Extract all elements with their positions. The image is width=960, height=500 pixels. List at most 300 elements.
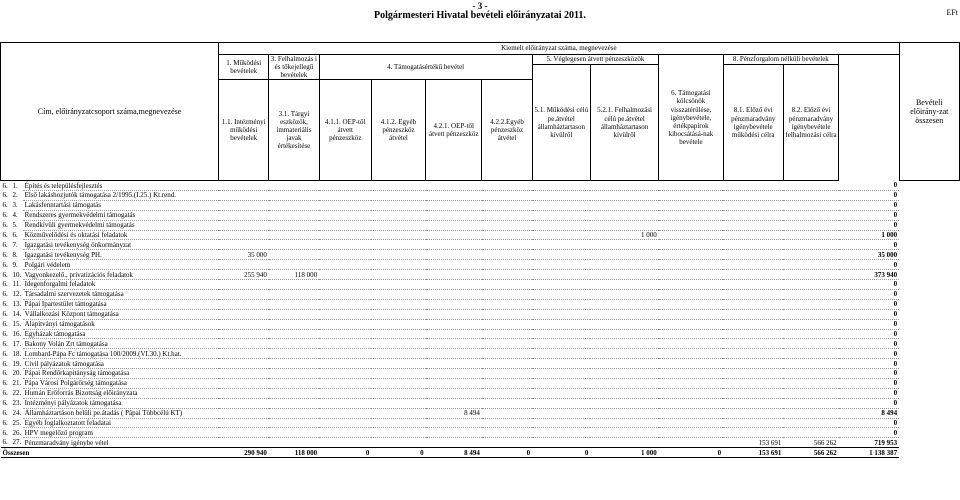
value-cell [723, 398, 783, 408]
value-cell [319, 418, 371, 428]
value-cell [269, 329, 319, 339]
col-5-header: 5. Véglegesen átvett pénzeszközök [532, 55, 659, 65]
value-cell [659, 299, 723, 309]
value-cell [723, 210, 783, 220]
value-cell [482, 220, 532, 230]
row-label: Lakásfenntartási támogatás [23, 200, 219, 210]
value-cell [723, 260, 783, 270]
value-cell [426, 369, 482, 379]
row-group-number: 6. [2, 191, 8, 200]
value-cell [482, 378, 532, 388]
col-8-header: 8. Pénzforgalom nélküli bevételek [723, 55, 839, 65]
value-cell [219, 349, 269, 359]
sum-row [1, 448, 960, 458]
value-cell [319, 359, 371, 369]
value-cell [783, 240, 838, 250]
row-label: Államháztartáson belüli pe.átadás ( Pápai Többcélú KT) [23, 408, 219, 418]
value-cell [659, 378, 723, 388]
value-cell [371, 220, 425, 230]
value-cell [319, 260, 371, 270]
value-cell [482, 428, 532, 438]
value-cell [783, 398, 838, 408]
row-total: 0 [839, 418, 899, 428]
value-cell [532, 250, 590, 260]
value-cell [269, 438, 319, 448]
value-cell [723, 329, 783, 339]
value-cell [590, 398, 658, 408]
value-cell [532, 329, 590, 339]
col-3-header: 3. Felhalmozás i és tőkejellegű bevételek [269, 55, 319, 80]
value-cell [269, 388, 319, 398]
sum-label: Összesen [1, 448, 219, 458]
sum-value-cell: 566 262 [783, 448, 838, 458]
col-5-1-header: 5.1. Működési célú pe.átvétel államháztartason kívülről [532, 65, 590, 181]
value-cell [783, 359, 838, 369]
value-cell [319, 329, 371, 339]
col-4-header: 4. Támogatásértékű bevétel [319, 55, 532, 80]
col-3-1-header: 3.1. Tárgyi eszközök, immateriális javak értékesítése [269, 80, 319, 181]
row-number: 17. [12, 339, 22, 348]
value-cell [659, 309, 723, 319]
value-cell [532, 280, 590, 290]
value-cell [269, 220, 319, 230]
value-cell [319, 408, 371, 418]
table-row [1, 309, 960, 319]
row-label: Civil pályázatok támogatása [23, 359, 219, 369]
value-cell [219, 388, 269, 398]
value-cell [426, 181, 482, 191]
row-label: Egyházak támogatása [23, 329, 219, 339]
value-cell [532, 378, 590, 388]
col-4-2-1-header: 4.2.1. OEP-től átvett pénzeszköz [426, 80, 482, 181]
row-number: 4. [12, 211, 18, 220]
value-cell [532, 230, 590, 240]
value-cell [590, 378, 658, 388]
table-row [1, 260, 960, 270]
page-title: Polgármesteri Hivatal bevételi előirányzatai 2011. [374, 10, 586, 21]
row-group-number: 6. [2, 270, 8, 279]
table-row [1, 359, 960, 369]
value-cell [590, 250, 658, 260]
row-total: 0 [839, 240, 899, 250]
value-cell [371, 240, 425, 250]
value-cell [219, 230, 269, 240]
value-cell [723, 299, 783, 309]
value-cell [269, 240, 319, 250]
row-label: Idegenforgalmi feladatok [23, 280, 219, 290]
row-group-number: 6. [2, 290, 8, 299]
value-cell [659, 359, 723, 369]
value-cell [426, 428, 482, 438]
row-number: 20. [12, 369, 22, 378]
value-cell [783, 349, 838, 359]
row-group-number: 6. [2, 260, 8, 269]
value-cell [532, 200, 590, 210]
value-cell [319, 369, 371, 379]
sum-value-cell: 0 [371, 448, 425, 458]
value-cell [783, 191, 838, 201]
table-row [1, 418, 960, 428]
value-cell [723, 349, 783, 359]
value-cell [371, 369, 425, 379]
value-cell [269, 418, 319, 428]
value-cell [219, 438, 269, 448]
row-group-number: 6. [2, 379, 8, 388]
value-cell [371, 408, 425, 418]
value-cell [783, 309, 838, 319]
value-cell [319, 289, 371, 299]
row-group-number: 6. [2, 428, 8, 437]
value-cell [659, 200, 723, 210]
row-group-number: 6. [2, 300, 8, 309]
value-cell [532, 181, 590, 191]
value-cell [482, 210, 532, 220]
row-total: 0 [839, 339, 899, 349]
row-label: Vállalkozási Központ támogatása [23, 309, 219, 319]
row-total: 35 000 [839, 250, 899, 260]
value-cell [590, 319, 658, 329]
row-total: 373 940 [839, 270, 899, 280]
value-cell [659, 329, 723, 339]
sum-value-cell: 0 [659, 448, 723, 458]
row-label: Lombard-Pápa Fc támogatása 100/2009.(VI.30.) Kt.hat. [23, 349, 219, 359]
value-cell [532, 388, 590, 398]
value-cell [219, 240, 269, 250]
value-cell [532, 349, 590, 359]
row-total: 0 [839, 359, 899, 369]
value-cell [590, 191, 658, 201]
value-cell [723, 280, 783, 290]
value-cell [783, 319, 838, 329]
value-cell [783, 369, 838, 379]
value-cell [723, 369, 783, 379]
value-cell [532, 309, 590, 319]
sum-value-cell: 0 [319, 448, 371, 458]
value-cell [723, 309, 783, 319]
table-row [1, 369, 960, 379]
table-row [1, 339, 960, 349]
row-group-number: 6. [2, 231, 8, 240]
value-cell [371, 230, 425, 240]
row-total: 0 [839, 210, 899, 220]
value-cell [426, 349, 482, 359]
value-cell [426, 280, 482, 290]
value-cell [319, 309, 371, 319]
table-body [1, 181, 960, 458]
value-cell [723, 250, 783, 260]
table-row [1, 210, 960, 220]
value-cell [219, 309, 269, 319]
table-row [1, 280, 960, 290]
value-cell [590, 220, 658, 230]
value-cell [532, 270, 590, 280]
value-cell [659, 428, 723, 438]
value-cell [319, 339, 371, 349]
value-cell [269, 309, 319, 319]
row-total: 0 [839, 329, 899, 339]
value-cell [319, 240, 371, 250]
value-cell [723, 378, 783, 388]
row-total: 0 [839, 280, 899, 290]
table-row [1, 428, 960, 438]
row-total: 0 [839, 398, 899, 408]
value-cell [319, 378, 371, 388]
value-cell [659, 210, 723, 220]
value-cell [783, 220, 838, 230]
value-cell [426, 418, 482, 428]
value-cell [426, 388, 482, 398]
row-number: 14. [12, 310, 22, 319]
value-cell [783, 230, 838, 240]
value-cell [371, 299, 425, 309]
value-cell [426, 240, 482, 250]
row-label: HPV megelőző program [23, 428, 219, 438]
value-cell [426, 210, 482, 220]
revenue-table [0, 42, 960, 458]
row-number: 9. [12, 260, 18, 269]
row-number: 22. [12, 389, 22, 398]
col-8-2-header: 8.2. Előző évi pénzmaradvány igénybevétele felhalmozási célra [783, 65, 838, 181]
sum-total: 1 138 387 [839, 448, 899, 458]
row-number: 19. [12, 359, 22, 368]
value-cell: 8 494 [426, 408, 482, 418]
value-cell [269, 359, 319, 369]
value-cell [371, 388, 425, 398]
row-number: 2. [12, 191, 18, 200]
row-number: 8. [12, 250, 18, 259]
value-cell [482, 339, 532, 349]
row-group-number: 6. [2, 201, 8, 210]
value-cell [371, 329, 425, 339]
table-row [1, 408, 960, 418]
value-cell [482, 388, 532, 398]
value-cell [590, 369, 658, 379]
row-group-number: 6. [2, 221, 8, 230]
value-cell [219, 260, 269, 270]
value-cell [426, 319, 482, 329]
value-cell [590, 260, 658, 270]
row-group-number: 6. [2, 409, 8, 418]
value-cell [371, 270, 425, 280]
value-cell [371, 438, 425, 448]
value-cell [371, 359, 425, 369]
value-cell [482, 329, 532, 339]
value-cell [319, 250, 371, 260]
value-cell [783, 289, 838, 299]
row-total: 0 [839, 181, 899, 191]
value-cell [319, 438, 371, 448]
row-group-number: 6. [2, 339, 8, 348]
table-row [1, 329, 960, 339]
value-cell [532, 210, 590, 220]
value-cell [783, 200, 838, 210]
table-row [1, 220, 960, 230]
row-group-number: 6. [2, 369, 8, 378]
row-number: 12. [12, 290, 22, 299]
row-total: 8 494 [839, 408, 899, 418]
value-cell [319, 280, 371, 290]
value-cell [590, 181, 658, 191]
row-number: 27. [12, 438, 22, 447]
row-number: 18. [12, 349, 22, 358]
value-cell [532, 438, 590, 448]
value-cell [371, 309, 425, 319]
value-cell [783, 270, 838, 280]
value-cell [783, 339, 838, 349]
row-number: 26. [12, 428, 22, 437]
row-number: 10. [12, 270, 22, 279]
table-row [1, 191, 960, 201]
value-cell [426, 398, 482, 408]
value-cell [723, 230, 783, 240]
value-cell [269, 250, 319, 260]
value-cell [783, 299, 838, 309]
row-total: 0 [839, 369, 899, 379]
row-label: Társadalmi szervezetek támogatása [23, 289, 219, 299]
table-row [1, 319, 960, 329]
value-cell [219, 280, 269, 290]
table-row [1, 398, 960, 408]
total-header: Bevételi előirány-zat összesen [899, 43, 959, 181]
value-cell [319, 191, 371, 201]
value-cell [219, 329, 269, 339]
value-cell [482, 299, 532, 309]
value-cell [590, 339, 658, 349]
value-cell [723, 270, 783, 280]
value-cell [723, 388, 783, 398]
value-cell [659, 260, 723, 270]
value-cell [723, 220, 783, 230]
row-label: Közművelődési és oktatási feladatok [23, 230, 219, 240]
value-cell [219, 398, 269, 408]
row-label: Pénzmaradvány igénybe vétel [23, 438, 219, 448]
row-group-number: 6. [2, 438, 8, 447]
value-cell [371, 250, 425, 260]
value-cell [426, 191, 482, 201]
row-group-number: 6. [2, 280, 8, 289]
value-cell [426, 378, 482, 388]
value-cell [659, 418, 723, 428]
value-cell [532, 240, 590, 250]
value-cell [482, 398, 532, 408]
value-cell [269, 378, 319, 388]
value-cell [659, 240, 723, 250]
row-group-number: 6. [2, 389, 8, 398]
row-label: Humán Erőforrás Bizottság előirányzata [23, 388, 219, 398]
value-cell [723, 191, 783, 201]
value-cell [269, 369, 319, 379]
value-cell [659, 398, 723, 408]
value-cell [532, 359, 590, 369]
value-cell [659, 388, 723, 398]
value-cell [532, 428, 590, 438]
row-group-number: 6. [2, 181, 8, 190]
row-group-number: 6. [2, 240, 8, 249]
value-cell [426, 309, 482, 319]
value-cell [482, 250, 532, 260]
value-cell [783, 408, 838, 418]
value-cell [219, 418, 269, 428]
row-group-number: 6. [2, 320, 8, 329]
value-cell [659, 280, 723, 290]
value-cell [219, 428, 269, 438]
value-cell [659, 289, 723, 299]
row-number: 16. [12, 329, 22, 338]
sum-value-cell: 153 691 [723, 448, 783, 458]
row-total: 719 953 [839, 438, 899, 448]
value-cell [723, 289, 783, 299]
value-cell [783, 181, 838, 191]
value-cell [371, 339, 425, 349]
value-cell [426, 250, 482, 260]
value-cell [426, 270, 482, 280]
sum-value-cell: 8 494 [426, 448, 482, 458]
value-cell [659, 369, 723, 379]
value-cell [482, 270, 532, 280]
col-5-2-1-header: 5.2.1. Felhalmozási célú pe.átvétel államháztartason kívülről [590, 65, 658, 181]
row-group-number: 6. [2, 211, 8, 220]
value-cell [426, 299, 482, 309]
value-cell [371, 260, 425, 270]
value-cell: 118 000 [269, 270, 319, 280]
row-total: 0 [839, 309, 899, 319]
value-cell [532, 369, 590, 379]
value-cell [219, 200, 269, 210]
value-cell [482, 280, 532, 290]
value-cell [659, 408, 723, 418]
row-total: 0 [839, 299, 899, 309]
value-cell [319, 428, 371, 438]
value-cell [219, 359, 269, 369]
row-group-number: 6. [2, 329, 8, 338]
row-total: 1 000 [839, 230, 899, 240]
table-row [1, 230, 960, 240]
value-cell [590, 408, 658, 418]
value-cell [659, 191, 723, 201]
row-total: 0 [839, 260, 899, 270]
value-cell [482, 359, 532, 369]
value-cell [532, 289, 590, 299]
value-cell [371, 181, 425, 191]
page-number: - 3 - [472, 1, 488, 11]
value-cell [371, 191, 425, 201]
value-cell [659, 220, 723, 230]
value-cell [659, 319, 723, 329]
value-cell [783, 329, 838, 339]
value-cell [659, 230, 723, 240]
value-cell [269, 280, 319, 290]
value-cell [659, 349, 723, 359]
value-cell [371, 289, 425, 299]
value-cell [590, 210, 658, 220]
row-label: Pápa Városi Polgárőrség támogatása [23, 378, 219, 388]
row-number: 23. [12, 399, 22, 408]
table-row [1, 299, 960, 309]
row-number: 21. [12, 379, 22, 388]
value-cell [723, 359, 783, 369]
col-1-1-header: 1.1. Intézményi működési bevételek [219, 80, 269, 181]
row-total: 0 [839, 319, 899, 329]
value-cell [219, 299, 269, 309]
row-group-number: 6. [2, 310, 8, 319]
sum-value-cell: 1 000 [590, 448, 658, 458]
value-cell [319, 230, 371, 240]
value-cell [319, 200, 371, 210]
row-total: 0 [839, 349, 899, 359]
col-6-header: 6. Támogatási kölcsönök visszatérülése, igénybevétele, értékpapírok kibocsátásá-nak bevétele [659, 55, 723, 181]
row-number: 5. [12, 221, 18, 230]
value-cell: 35 000 [219, 250, 269, 260]
